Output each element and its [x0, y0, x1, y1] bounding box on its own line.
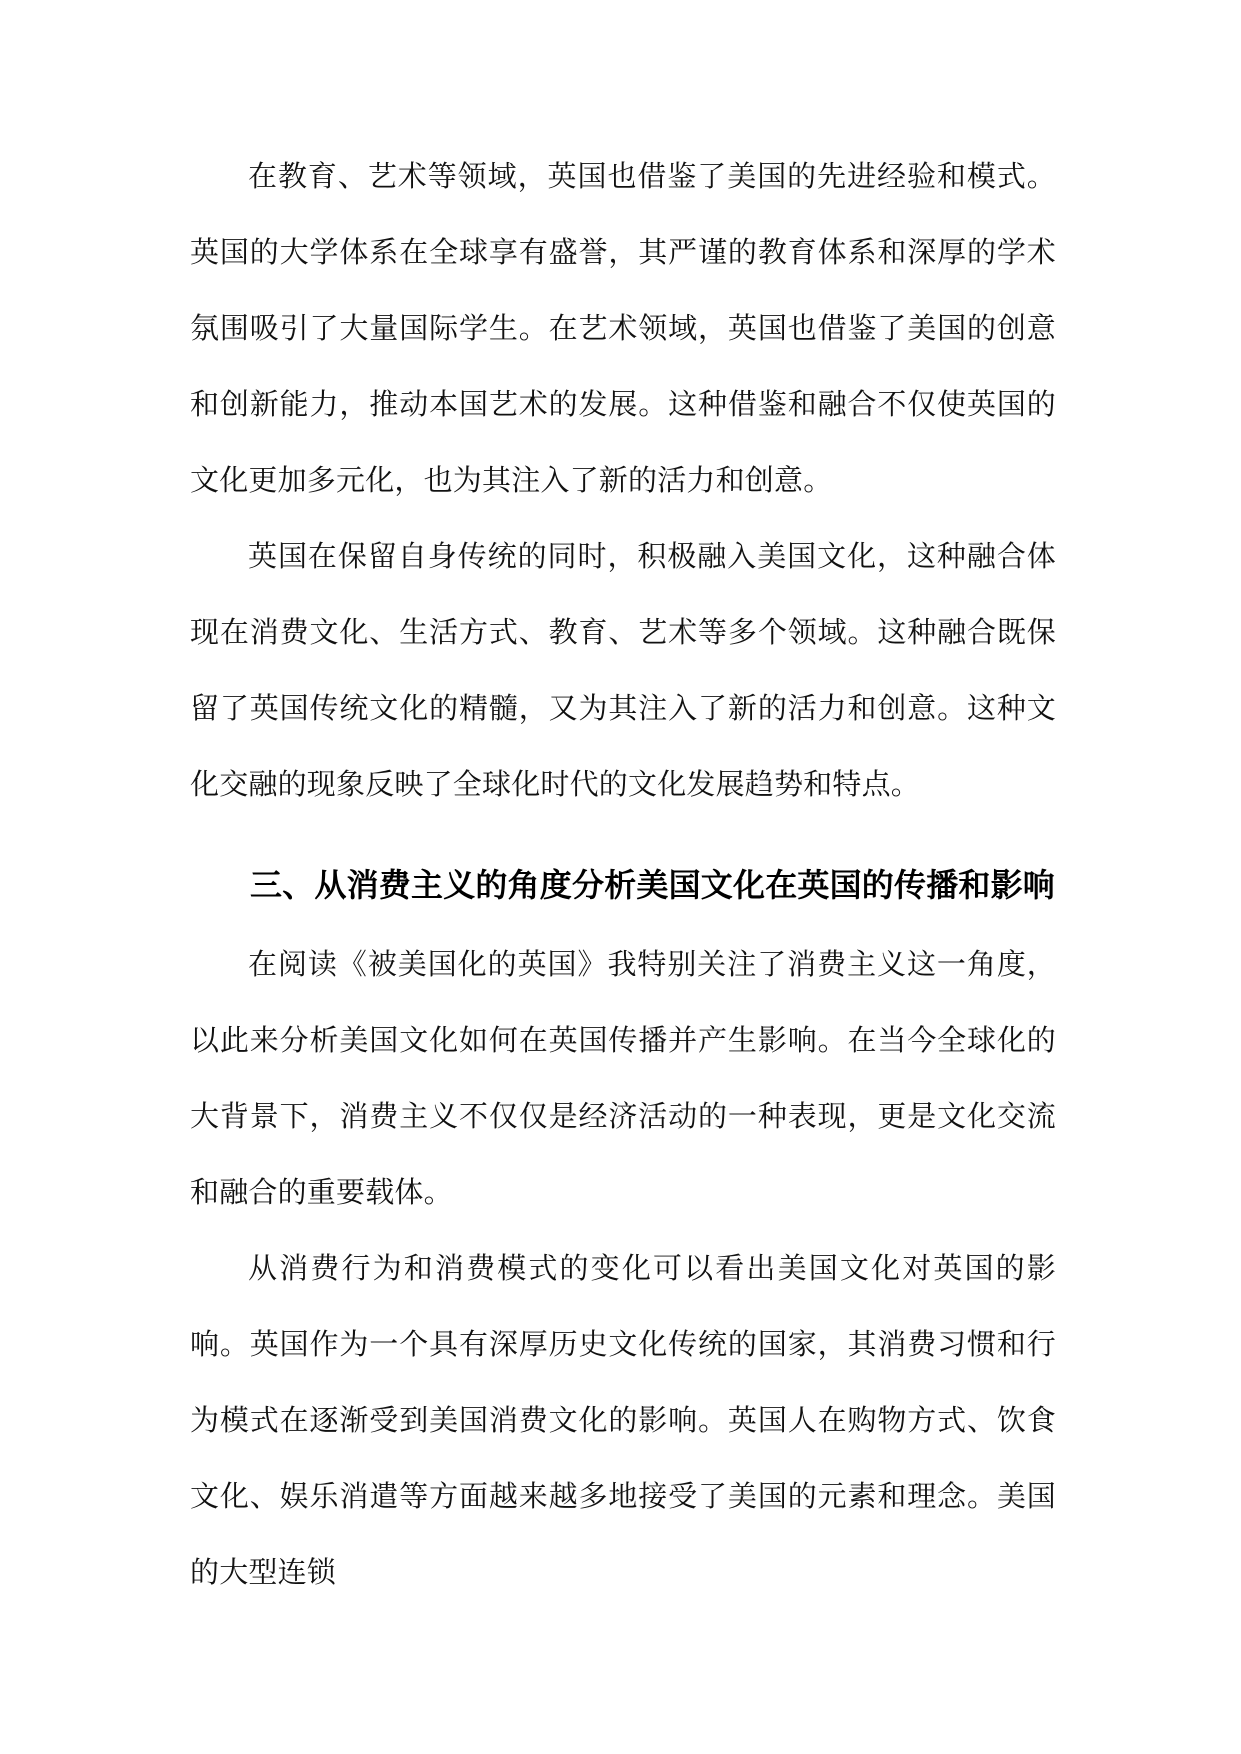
- section-heading: 三、从消费主义的角度分析美国文化在英国的传播和影响: [250, 866, 1056, 904]
- paragraph-consumer-behavior: 从消费行为和消费模式的变化可以看出美国文化对英国的影响。英国作为一个具有深厚历史文化传统的国家，其消费习惯和行为模式在逐渐受到美国消费文化的影响。英国人在购物方式、饮食文化、娱乐消遣等方面越来越多地接受了美国的元素和理念。美国的大型连锁: [190, 1251, 1056, 1589]
- paragraph-education-art: 在教育、艺术等领域，英国也借鉴了美国的先进经验和模式。英国的大学体系在全球享有盛誉，其严谨的教育体系和深厚的学术氛围吸引了大量国际学生。在艺术领域，英国也借鉴了美国的创意和创新能力，推动本国艺术的发展。这种借鉴和融合不仅使英国的文化更加多元化，也为其注入了新的活力和创意。: [190, 159, 1056, 497]
- paragraph-consumerism-intro: 在阅读《被美国化的英国》我特别关注了消费主义这一角度，以此来分析美国文化如何在英国传播并产生影响。在当今全球化的大背景下，消费主义不仅仅是经济活动的一种表现，更是文化交流和融合的重要载体。: [190, 947, 1056, 1209]
- document-body: [190, 138, 1056, 1610]
- paragraph-cultural-fusion: 英国在保留自身传统的同时，积极融入美国文化，这种融合体现在消费文化、生活方式、教育、艺术等多个领域。这种融合既保留了英国传统文化的精髓，又为其注入了新的活力和创意。这种文化交融的现象反映了全球化时代的文化发展趋势和特点。: [190, 539, 1056, 801]
